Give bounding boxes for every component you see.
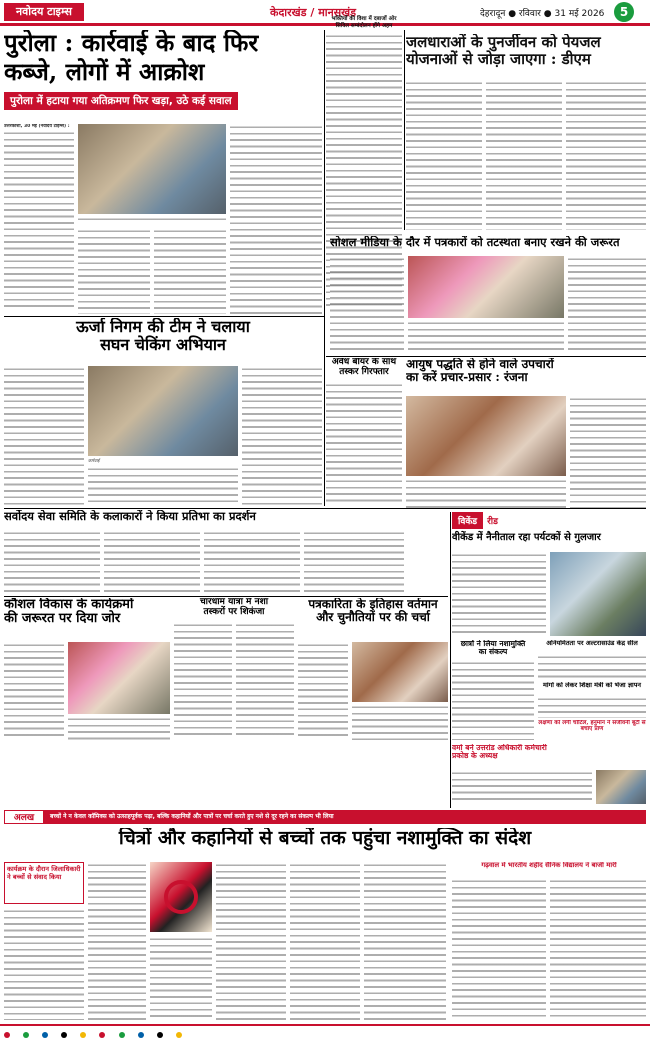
dot-icon	[61, 1032, 67, 1038]
energy-headline-1: ऊर्जा निगम की टीम ने चलाया	[76, 318, 250, 336]
sarvodaya-column-2	[104, 530, 200, 594]
column-rule	[450, 512, 451, 808]
bottom-column-6	[364, 862, 446, 1020]
paper-logo: नवोदय टाइम्स	[4, 3, 84, 21]
bottom-sidebar-box	[4, 862, 84, 904]
journalism-column-2	[352, 704, 448, 740]
bottom-headline: चित्रों और कहानियों से बच्चों तक पहुंचा नशामुक्ति का संदेश	[118, 828, 532, 849]
lead-photo-caption	[78, 216, 226, 224]
media-column-3	[568, 256, 646, 354]
pilgrim-headline-2: तस्करों पर शिकंजा	[203, 606, 265, 617]
row-rule	[4, 316, 324, 317]
ghosts-headline	[452, 862, 646, 876]
labour-headline	[538, 720, 646, 734]
sidebar-headline: भक्तियों की विशा में दबाजों ओर सिविल सम्बंदोलन होंगे अहम	[331, 16, 397, 29]
gas-headline-text: मांगों को लेकर शिक्षा मंत्री को भेजा ज्ञापन	[543, 682, 641, 689]
gas-body	[538, 696, 646, 718]
journalism-headline-1: पत्रकारिता के इतिहास वर्तमान	[308, 598, 438, 611]
alakh-label: अलख	[4, 810, 44, 824]
sarvodaya-column-3	[204, 530, 300, 594]
media-column-1	[330, 256, 404, 354]
energy-headline-block	[4, 318, 322, 362]
weekend-header	[452, 512, 646, 550]
ayush-column-2	[570, 396, 646, 508]
energy-column-3	[242, 366, 322, 506]
ayush-headline-block	[406, 358, 646, 394]
spring-headline-2: योजनाओं से जोड़ा जाएगा : डीएम	[406, 49, 591, 68]
dot-icon	[119, 1032, 125, 1038]
illegal-headline-text: अनियमितता पर अल्टरासाउंड केंद्र सील	[546, 640, 638, 647]
arrest-headline-1: अवैध बीयर के साथ	[331, 358, 397, 367]
bottom-column-2	[88, 862, 146, 1020]
spring-column-2	[486, 80, 562, 230]
page-number: 5	[614, 2, 634, 22]
issue-date: देहरादून ● रविवार ● 31 मई 2026	[480, 9, 605, 19]
dot-icon	[157, 1032, 163, 1038]
lead-dateline: उत्तरकाशी, 30 मई (नवोदय टाइम्स) :	[4, 124, 70, 129]
lead-column-2	[78, 228, 150, 314]
journalism-headline-block	[298, 598, 448, 638]
journalism-photo	[352, 642, 448, 702]
energy-headline-2: सघन चेकिंग अभियान	[100, 334, 226, 354]
energy-column-1	[4, 366, 84, 506]
students-headline-2: का संकल्प	[478, 647, 508, 657]
ayush-headline-1: आयुष पद्धति से होने वाले उपचारों	[406, 358, 554, 371]
weekend-column-1	[452, 552, 546, 636]
lead-headline-2: कब्जे, लोगों में आक्रोश	[4, 57, 205, 87]
spring-headline-1: जलधाराओं के पुनर्जीवन को पेयजल	[406, 34, 601, 51]
energy-photo	[88, 366, 238, 456]
skill-photo	[68, 642, 170, 714]
ghosts-headline-text: गढ़वाल में भारतीय शहीद सैनिक विद्यालय ने बाजी मारी	[481, 862, 617, 869]
teacher-headline-2: प्रकोष्ठ के अध्यक्ष	[452, 751, 498, 761]
ghosts-column-1	[452, 878, 546, 1020]
dot-icon	[80, 1032, 86, 1038]
spring-headline-block	[406, 34, 646, 78]
weekend-label-2: रीड	[487, 517, 498, 527]
dot-icon	[99, 1032, 105, 1038]
students-story	[452, 640, 534, 740]
energy-photo-caption: कार्रवाई	[88, 458, 100, 463]
dot-icon	[176, 1032, 182, 1038]
column-rule	[404, 30, 405, 230]
dot-icon	[4, 1032, 10, 1038]
skill-headline-1: कौशल विकास के कार्यक्रमों	[4, 598, 134, 612]
dot-icon	[42, 1032, 48, 1038]
spring-column-3	[566, 80, 646, 230]
journalism-column-1	[298, 642, 348, 740]
bottom-sidebar-headline: कार्यक्रम के दौरान जिलाधिकारी ने बच्चों से संवाद किया	[7, 865, 81, 881]
weekend-headline: वीकेंड में नैनीताल रहा पर्यटकों से गुलजार	[452, 532, 601, 543]
skill-headline-block	[4, 598, 170, 638]
no-drugs-icon	[164, 880, 198, 914]
dot-icon	[138, 1032, 144, 1038]
media-headline-text: सोशल मीडिया के दौर में पत्रकारों को तटस्थता बनाए रखने की जरूरत	[330, 236, 620, 249]
pilgrim-headline-1: चारधाम यात्रा में नशा	[199, 598, 269, 607]
sarvodaya-headline	[4, 510, 404, 526]
ayush-photo	[406, 396, 566, 476]
teacher-photo	[596, 770, 646, 804]
media-headline	[330, 236, 646, 252]
row-rule	[4, 508, 646, 509]
sarvodaya-column-1	[4, 530, 100, 594]
gas-headline	[538, 682, 646, 696]
ghosts-column-2	[550, 878, 646, 1020]
skill-headline-2: की जरूरत पर दिया जोर	[4, 611, 121, 627]
media-photo	[408, 256, 564, 318]
bottom-headline-block	[4, 828, 646, 858]
spring-column-1	[406, 80, 482, 230]
bottom-illustration	[150, 862, 212, 932]
bottom-column-3	[150, 936, 212, 1020]
pilgrim-story	[174, 598, 294, 740]
illegal-body	[538, 654, 646, 680]
row-rule	[326, 356, 646, 357]
lead-headline-1: पुरोला : कार्रवाई के बाद फिर	[4, 30, 259, 57]
lead-subhead: पुरोला में हटाया गया अतिक्रमण फिर खड़ा, उठे कई सवाल	[4, 92, 238, 110]
journalism-headline-2: और चुनौतियों पर की चर्चा	[316, 610, 430, 625]
energy-column-2	[88, 466, 238, 506]
skill-column-2	[68, 716, 170, 740]
lead-body-text	[4, 130, 74, 310]
sarvodaya-headline-text: सर्वोदय सेवा समिति के कलाकारों ने किया प्रतिभा का प्रदर्शन	[4, 510, 256, 523]
illegal-headline	[538, 640, 646, 654]
weekend-label: विकेंड	[452, 512, 483, 529]
teacher-body	[452, 770, 592, 804]
column-rule	[324, 30, 325, 506]
arrest-headline-2: तस्कर गिरफ्तार	[339, 366, 389, 377]
bottom-column-4	[216, 862, 286, 1020]
registration-dots	[0, 1024, 650, 1043]
row-rule	[4, 596, 448, 597]
bottom-column-1	[4, 908, 84, 1020]
lead-headline-block	[4, 30, 322, 120]
teacher-headline-1: वर्मा बने उत्तरांड अधिकारी कर्मचारी	[452, 744, 547, 752]
media-column-2	[408, 320, 564, 354]
students-headline-1: छात्रों ने लिया नशामुक्ति	[460, 640, 526, 648]
ayush-column-1	[406, 478, 566, 508]
lead-photo	[78, 124, 226, 214]
lead-column-1	[4, 124, 74, 314]
alakh-text: बच्चों ने न केवल कॉमिक्स को उत्साहपूर्वक पढ़ा, बल्कि कहानियों और पात्रों पर चर्चा करते हुए नशे से दूर रहने का संकल्प भी लिया	[50, 813, 334, 820]
ayush-headline-2: का करें प्रचार-प्रसार : रंजना	[406, 370, 528, 385]
masthead	[0, 0, 650, 26]
skill-column-1	[4, 642, 64, 740]
arrest-story	[326, 358, 402, 508]
labour-headline-text: लक्षणा को लगी चोटिल, हनुमान ने संजीवनी बूटी से बचाए प्राण	[538, 720, 646, 733]
dot-icon	[23, 1032, 29, 1038]
lead-column-3	[154, 228, 226, 314]
teacher-headline-block	[452, 744, 646, 768]
lead-column-4	[230, 124, 322, 314]
weekend-photo	[550, 552, 646, 636]
alakh-strip	[4, 810, 646, 824]
bottom-column-5	[290, 862, 360, 1020]
edition-name: केदारखंड / मानसखंड	[270, 6, 357, 19]
sarvodaya-column-4	[304, 530, 404, 594]
